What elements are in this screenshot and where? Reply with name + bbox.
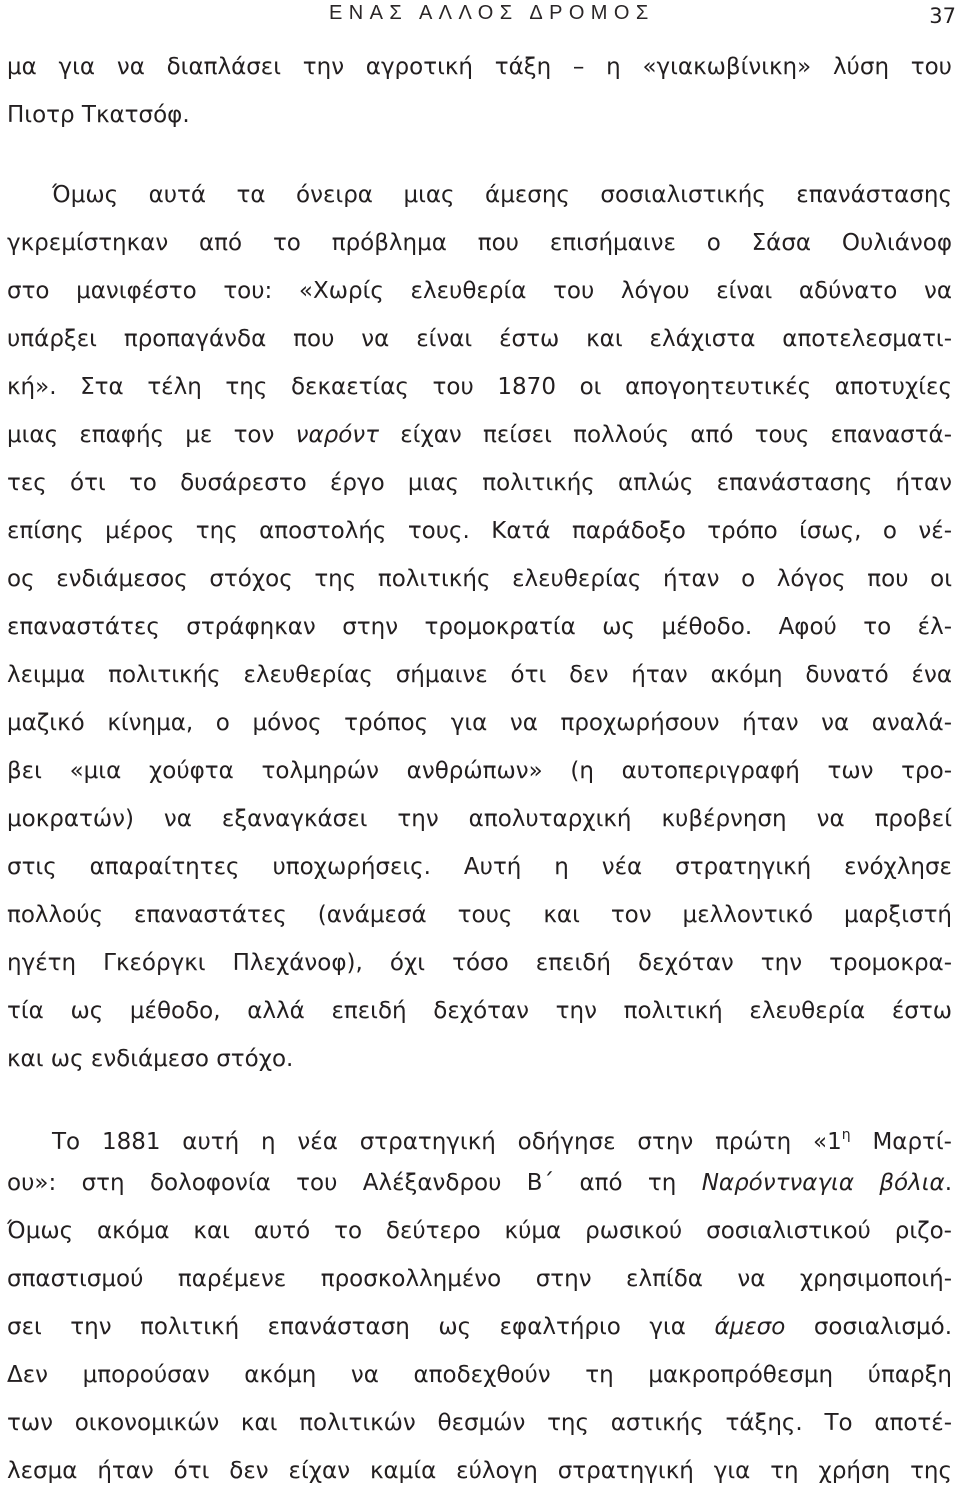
text-line: σει την πολιτική επανάσταση ως εφαλτήριο για άμεσο σοσιαλισμό.: [7, 1314, 953, 1340]
text-line: σπαστισμού παρέμενε προσκολλημένο στην ελπίδα να χρησιμοποιή-: [7, 1266, 952, 1292]
running-header: [0, 2, 960, 32]
text-line: και ως ενδιάμεσο στόχο.: [7, 1046, 294, 1072]
text-line: Όμως αυτά τα όνειρα μιας άμεσης σοσιαλιστικής επανάστασης: [52, 182, 952, 208]
text-line: ου»: στη δολοφονία του Αλέξανδρου Β΄ από τη Ναρόντναγια βόλια.: [7, 1170, 952, 1196]
text-line: βει «μια χούφτα τολμηρών ανθρώπων» (η αυτοπεριγραφή των τρο-: [7, 758, 952, 784]
text-line: μιας επαφής με τον ναρόντ είχαν πείσει πολλούς από τους επαναστά-: [7, 422, 953, 448]
text-line: πολλούς επαναστάτες (ανάμεσά τους και τον μελλοντικό μαρξιστή: [7, 902, 952, 928]
text-line: ηγέτη Γκεόργκι Πλεχάνοφ), όχι τόσο επειδή δεχόταν την τρομοκρα-: [7, 950, 952, 976]
text-line: Πιοτρ Τκατσόφ.: [7, 102, 190, 128]
superscript: η: [841, 1127, 851, 1143]
text-line: γκρεμίστηκαν από το πρόβλημα που επισήμαινε ο Σάσα Ουλιάνοφ: [7, 230, 952, 256]
text-line: Όμως ακόμα και αυτό το δεύτερο κύμα ρωσικού σοσιαλιστικού ριζο-: [7, 1218, 952, 1244]
page-number: 37: [929, 4, 956, 28]
text-line: λειμμα πολιτικής ελευθερίας σήμαινε ότι δεν ήταν ακόμη δυνατό ένα: [7, 662, 952, 688]
text-line: στο μανιφέστο του: «Χωρίς ελευθερία του λόγου είναι αδύνατο να: [7, 278, 952, 304]
italic-term: ναρόντ: [295, 422, 379, 448]
running-title: ΕΝΑΣ ΑΛΛΟΣ ΔΡΟΜΟΣ: [329, 2, 655, 24]
text-line: τία ως μέθοδο, αλλά επειδή δεχόταν την πολιτική ελευθερία έστω: [7, 998, 952, 1024]
text-line: Το 1881 αυτή η νέα στρατηγική οδήγησε στην πρώτη «$1^\eta$ Μαρτί-: [52, 1127, 952, 1155]
text-line: μαζικό κίνημα, ο μόνος τρόπος για να προχωρήσουν ήταν να αναλά-: [7, 710, 952, 736]
text-line: λεσμα ήταν ότι δεν είχαν καμία εύλογη στρατηγική για τη χρήση της: [7, 1458, 952, 1484]
italic-term: άμεσο: [714, 1314, 786, 1340]
text-line: τες ότι το δυσάρεστο έργο μιας πολιτικής απλώς επανάστασης ήταν: [7, 470, 952, 496]
text-line: κή». Στα τέλη της δεκαετίας του 1870 οι απογοητευτικές αποτυχίες: [7, 374, 952, 400]
italic-term: Ναρόντναγια βόλια: [701, 1170, 945, 1196]
text-line: Δεν μπορούσαν ακόμη να αποδεχθούν τη μακροπρόθεσμη ύπαρξη: [7, 1362, 952, 1388]
text-line: μοκρατών) να εξαναγκάσει την απολυταρχική κυβέρνηση να προβεί: [7, 806, 952, 832]
text-line: μα για να διαπλάσει την αγροτική τάξη – η «γιακωβίνικη» λύση του: [7, 54, 952, 80]
text-line: στις απαραίτητες υποχωρήσεις. Αυτή η νέα στρατηγική ενόχλησε: [7, 854, 952, 880]
text-line: υπάρξει προπαγάνδα που να είναι έστω και ελάχιστα αποτελεσματι-: [7, 326, 952, 352]
text-line: των οικονομικών και πολιτικών θεσμών της αστικής τάξης. Το αποτέ-: [7, 1410, 952, 1436]
text-line: ος ενδιάμεσος στόχος της πολιτικής ελευθερίας ήταν ο λόγος που οι: [7, 566, 952, 592]
text-line: επαναστάτες στράφηκαν στην τρομοκρατία ως μέθοδο. Αφού το έλ-: [7, 614, 952, 640]
text-line: επίσης μέρος της αποστολής τους. Κατά παράδοξο τρόπο ίσως, ο νέ-: [7, 518, 952, 544]
